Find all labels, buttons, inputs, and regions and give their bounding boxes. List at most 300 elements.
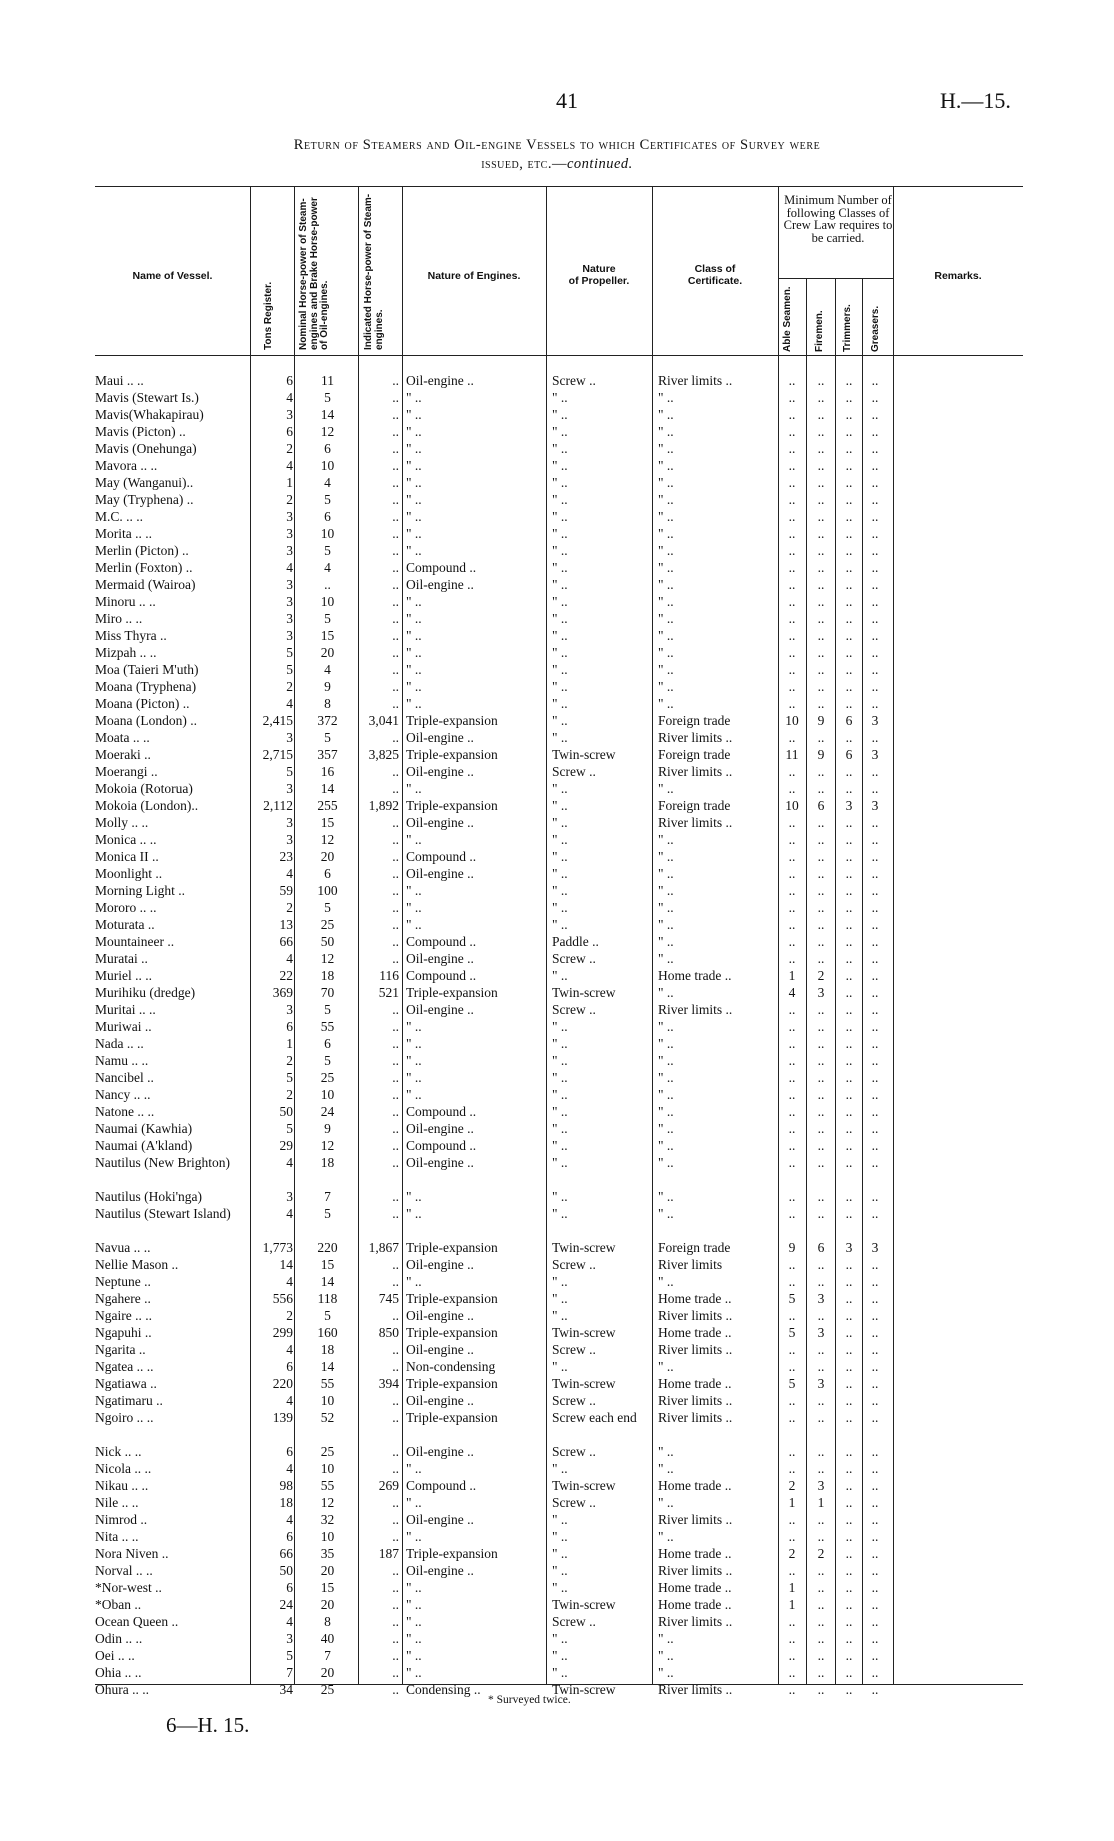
tons-register-cell: 4 [286,1155,293,1170]
able-seamen-cell: .. [788,1529,796,1544]
vessel-name-cell: Ngatea .. .. [95,1359,154,1374]
trimmers-cell: .. [845,594,853,609]
class-of-certificate-cell: " .. [658,866,674,881]
firemen-cell: .. [817,458,825,473]
nominal-horse-power-cell: 5 [324,1002,331,1017]
greasers-cell: .. [871,1274,879,1289]
firemen-cell: .. [817,1461,825,1476]
vessel-name-cell: Mavis (Stewart Is.) [95,390,199,405]
tons-register-cell: 220 [272,1376,293,1391]
firemen-cell: .. [817,883,825,898]
nominal-horse-power-cell: 5 [324,1053,331,1068]
nature-of-engines-cell: Oil-engine .. [406,577,474,592]
indicated-horse-power-cell: .. [392,1036,399,1051]
header-indicated-horse-power: Indicated Horse-power of Steam-engines. [363,193,385,350]
tons-register-cell: 3 [286,832,293,847]
trimmers-cell: .. [845,1597,853,1612]
nature-of-propeller-cell: " .. [552,1563,568,1578]
nature-of-propeller-cell: " .. [552,1512,568,1527]
nature-of-engines-cell: Oil-engine .. [406,1444,474,1459]
able-seamen-cell: .. [788,764,796,779]
nature-of-engines-cell: " .. [406,1461,422,1476]
greasers-cell: .. [871,985,879,1000]
subtitle-text: issued, etc.— [481,156,567,172]
trimmers-cell: .. [845,509,853,524]
nature-of-propeller-cell: Screw .. [552,1614,596,1629]
trimmers-cell: 3 [845,798,853,813]
indicated-horse-power-cell: .. [392,866,399,881]
class-of-certificate-cell: " .. [658,679,674,694]
nominal-horse-power-cell: 6 [324,866,331,881]
vessel-name-cell: Nautilus (Hoki'nga) [95,1189,203,1204]
indicated-horse-power-cell: .. [392,526,399,541]
nature-of-engines-cell: " .. [406,543,422,558]
nominal-horse-power-cell: 6 [324,509,331,524]
able-seamen-cell: .. [788,1257,796,1272]
nominal-horse-power-cell: 24 [320,1104,335,1119]
tons-register-cell: 66 [279,1546,293,1561]
nominal-horse-power-cell: 5 [324,492,331,507]
class-of-certificate-cell: Home trade .. [658,1580,732,1595]
nature-of-engines-cell: Compound .. [406,560,477,575]
indicated-horse-power-cell: .. [392,696,399,711]
firemen-cell: .. [817,951,825,966]
trimmers-cell: .. [845,1342,853,1357]
firemen-cell: .. [817,1189,825,1204]
able-seamen-cell: .. [788,883,796,898]
able-seamen-cell: .. [788,1206,796,1221]
nominal-horse-power-cell: 70 [320,985,335,1000]
nature-of-engines-cell: " .. [406,492,422,507]
nature-of-propeller-cell: Screw .. [552,1444,596,1459]
nature-of-engines-cell: Condensing .. [406,1682,481,1697]
indicated-horse-power-cell: .. [392,1308,399,1323]
able-seamen-cell: .. [788,577,796,592]
able-seamen-cell: .. [788,815,796,830]
vessel-name-cell: Nautilus (New Brighton) [95,1155,230,1170]
nature-of-propeller-cell: " .. [552,696,568,711]
able-seamen-cell: 10 [785,713,799,728]
nature-of-propeller-cell: Paddle .. [552,934,599,949]
greasers-cell: .. [871,458,879,473]
nature-of-propeller-cell: " .. [552,679,568,694]
trimmers-cell: 3 [845,1240,853,1255]
greasers-cell: .. [871,543,879,558]
nature-of-propeller-cell: " .. [552,849,568,864]
greasers-cell: .. [871,1597,879,1612]
greasers-cell: .. [871,1121,879,1136]
indicated-horse-power-cell: .. [392,781,399,796]
vessel-name-cell: Ngatiawa .. [95,1376,157,1391]
greasers-cell: .. [871,1053,879,1068]
tons-register-cell: 4 [286,1614,293,1629]
page-signature: 6—H. 15. [166,1713,250,1737]
trimmers-cell: .. [845,1631,853,1646]
class-of-certificate-cell: " .. [658,1648,674,1663]
indicated-horse-power-cell: .. [392,509,399,524]
able-seamen-cell: 1 [788,1597,796,1612]
class-of-certificate-cell: " .. [658,1529,674,1544]
greasers-cell: .. [871,1002,879,1017]
class-of-certificate-cell: " .. [658,951,674,966]
nominal-horse-power-cell: 14 [320,407,335,422]
indicated-horse-power-cell: .. [392,1393,399,1408]
vessel-name-cell: Muriel .. .. [95,968,152,983]
tons-register-cell: 369 [272,985,293,1000]
trimmers-cell: 6 [845,747,853,762]
indicated-horse-power-cell: .. [392,815,399,830]
nature-of-engines-cell: " .. [406,390,422,405]
nature-of-propeller-cell: " .. [552,407,568,422]
firemen-cell: .. [817,1597,825,1612]
able-seamen-cell: .. [788,611,796,626]
firemen-cell: .. [817,1393,825,1408]
vessel-name-cell: May (Wanganui).. [95,475,194,490]
able-seamen-cell: .. [788,1665,796,1680]
class-of-certificate-cell: River limits .. [658,730,733,745]
tons-register-cell: 4 [286,951,293,966]
greasers-cell: .. [871,509,879,524]
vessel-name-cell: Nautilus (Stewart Island) [95,1206,231,1221]
nature-of-engines-cell: Oil-engine .. [406,1512,474,1527]
vessel-name-cell: Mavis (Picton) .. [95,424,186,439]
firemen-cell: .. [817,1665,825,1680]
tons-register-cell: 3 [286,781,293,796]
firemen-cell: .. [817,492,825,507]
able-seamen-cell: .. [788,560,796,575]
nominal-horse-power-cell: 14 [320,1274,335,1289]
nature-of-propeller-cell: " .. [552,730,568,745]
vessel-name-cell: Nick .. .. [95,1444,142,1459]
firemen-cell: .. [817,424,825,439]
tons-register-cell: 3 [286,543,293,558]
nature-of-propeller-cell: Screw .. [552,1257,596,1272]
nominal-horse-power-cell: 4 [324,560,331,575]
nominal-horse-power-cell: 12 [320,1138,335,1153]
greasers-cell: .. [871,1529,879,1544]
indicated-horse-power-cell: 269 [378,1478,399,1493]
greasers-cell: .. [871,645,879,660]
vessel-name-cell: M.C. .. .. [95,509,144,524]
nature-of-engines-cell: " .. [406,645,422,660]
greasers-cell: .. [871,679,879,694]
table-subtitle [0,156,1114,173]
able-seamen-cell: .. [788,407,796,422]
header-trimmers: Trimmers. [842,304,853,352]
able-seamen-cell: .. [788,1274,796,1289]
class-of-certificate-cell: River limits .. [658,373,733,388]
tons-register-cell: 2 [286,900,293,915]
able-seamen-cell: .. [788,1461,796,1476]
trimmers-cell: .. [845,1376,853,1391]
class-of-certificate-cell: " .. [658,1444,674,1459]
greasers-cell: .. [871,1308,879,1323]
firemen-cell: .. [817,866,825,881]
nature-of-propeller-cell: " .. [552,1087,568,1102]
greasers-cell: 3 [871,713,879,728]
tons-register-cell: 3 [286,1002,293,1017]
vessel-name-cell: Minoru .. .. [95,594,156,609]
vessel-name-cell: Natone .. .. [95,1104,155,1119]
nature-of-engines-cell: " .. [406,1036,422,1051]
tons-register-cell: 4 [286,1206,293,1221]
tons-register-cell: 5 [286,662,293,677]
firemen-cell: 1 [817,1495,825,1510]
nature-of-engines-cell: " .. [406,1019,422,1034]
nominal-horse-power-cell: 5 [324,730,331,745]
trimmers-cell: .. [845,475,853,490]
able-seamen-cell: .. [788,849,796,864]
greasers-cell: .. [871,1359,879,1374]
indicated-horse-power-cell: .. [392,1138,399,1153]
nominal-horse-power-cell: 55 [320,1376,335,1391]
nominal-horse-power-cell: 12 [320,832,335,847]
tons-register-cell: 6 [286,1019,293,1034]
class-of-certificate-cell: River limits [658,1257,723,1272]
vessel-name-cell: Moerangi .. [95,764,158,779]
indicated-horse-power-cell: .. [392,1070,399,1085]
nominal-horse-power-cell: 20 [320,645,335,660]
able-seamen-cell: .. [788,1308,796,1323]
nature-of-engines-cell: Compound .. [406,934,477,949]
trimmers-cell: .. [845,1070,853,1085]
able-seamen-cell: 10 [785,798,799,813]
vessel-name-cell: *Oban .. [95,1597,142,1612]
able-seamen-cell: .. [788,730,796,745]
tons-register-cell: 2,112 [263,798,293,813]
greasers-cell: .. [871,968,879,983]
trimmers-cell: .. [845,424,853,439]
trimmers-cell: .. [845,1529,853,1544]
nominal-horse-power-cell: 5 [324,1206,331,1221]
trimmers-cell: .. [845,1461,853,1476]
class-of-certificate-cell: " .. [658,1274,674,1289]
nominal-horse-power-cell: 10 [320,1087,335,1102]
tons-register-cell: 2 [286,1087,293,1102]
firemen-cell: .. [817,390,825,405]
firemen-cell: .. [817,900,825,915]
trimmers-cell: .. [845,1155,853,1170]
able-seamen-cell: .. [788,543,796,558]
nature-of-engines-cell: " .. [406,1206,422,1221]
col-rule-firemen [806,278,807,1684]
greasers-cell: .. [871,662,879,677]
able-seamen-cell: .. [788,679,796,694]
firemen-cell: .. [817,679,825,694]
firemen-cell: .. [817,1342,825,1357]
nature-of-engines-cell: " .. [406,1495,422,1510]
nature-of-engines-cell: Compound .. [406,1104,477,1119]
greasers-cell: .. [871,424,879,439]
able-seamen-cell: .. [788,1019,796,1034]
indicated-horse-power-cell: 3,041 [368,713,399,728]
class-of-certificate-cell: River limits .. [658,1308,733,1323]
vessel-name-cell: Miss Thyra .. [95,628,167,643]
header-class-line1: Class of [694,263,736,275]
greasers-cell: 3 [871,1240,879,1255]
able-seamen-cell: 4 [788,985,796,1000]
indicated-horse-power-cell: 3,825 [368,747,399,762]
header-class-of-certificate [652,263,778,287]
tons-register-cell: 14 [279,1257,293,1272]
tons-register-cell: 3 [286,1631,293,1646]
tons-register-cell: 3 [286,730,293,745]
firemen-cell: .. [817,764,825,779]
able-seamen-cell: .. [788,1410,796,1425]
trimmers-cell: .. [845,849,853,864]
greasers-cell: .. [871,1461,879,1476]
nominal-horse-power-cell: 15 [320,1580,335,1595]
able-seamen-cell: .. [788,1138,796,1153]
nature-of-propeller-cell: " .. [552,1359,568,1374]
indicated-horse-power-cell: .. [392,764,399,779]
nature-of-engines-cell: " .. [406,526,422,541]
greasers-cell: .. [871,1325,879,1340]
nature-of-propeller-cell: " .. [552,594,568,609]
greasers-cell: .. [871,1138,879,1153]
firemen-cell: .. [817,526,825,541]
tons-register-cell: 3 [286,509,293,524]
col-rule-indicated [358,186,359,1684]
trimmers-cell: .. [845,1495,853,1510]
class-of-certificate-cell: River limits .. [658,815,733,830]
indicated-horse-power-cell: .. [392,1580,399,1595]
footnote-surveyed-twice: * Surveyed twice. [488,1694,571,1706]
firemen-cell: 9 [817,713,825,728]
nature-of-engines-cell: " .. [406,1648,422,1663]
firemen-cell: .. [817,1444,825,1459]
header-minimum-crew: Minimum Number of following Classes of Crew Law requires to be carried. [783,193,893,245]
able-seamen-cell: 5 [788,1291,796,1306]
tons-register-cell: 3 [286,577,293,592]
vessel-name-cell: Mokoia (London).. [95,798,199,813]
nominal-horse-power-cell: 25 [320,1682,335,1697]
nature-of-engines-cell: Oil-engine .. [406,1308,474,1323]
nature-of-propeller-cell: " .. [552,1580,568,1595]
vessel-name-cell: Mavora .. .. [95,458,158,473]
trimmers-cell: .. [845,1359,853,1374]
firemen-cell: .. [817,1104,825,1119]
tons-register-cell: 6 [286,1580,293,1595]
trimmers-cell: .. [845,815,853,830]
indicated-horse-power-cell: .. [392,424,399,439]
nature-of-propeller-cell: " .. [552,1121,568,1136]
tons-register-cell: 7 [286,1665,293,1680]
able-seamen-cell: .. [788,645,796,660]
indicated-horse-power-cell: 1,867 [368,1240,399,1255]
tons-register-cell: 24 [279,1597,293,1612]
nominal-horse-power-cell: 20 [320,849,335,864]
nature-of-propeller-cell: Screw each end [552,1410,637,1425]
trimmers-cell: .. [845,458,853,473]
nature-of-engines-cell: " .. [406,458,422,473]
nature-of-engines-cell: Triple-expansion [406,985,498,1000]
class-of-certificate-cell: " .. [658,424,674,439]
firemen-cell: 3 [817,1478,825,1493]
greasers-cell: .. [871,441,879,456]
nature-of-propeller-cell: " .. [552,390,568,405]
class-of-certificate-cell: Home trade .. [658,1291,732,1306]
greasers-cell: .. [871,1495,879,1510]
tons-register-cell: 4 [286,1461,293,1476]
nature-of-propeller-cell: " .. [552,1529,568,1544]
indicated-horse-power-cell: .. [392,458,399,473]
vessel-name-cell: Mavis (Onehunga) [95,441,197,456]
tons-register-cell: 3 [286,594,293,609]
tons-register-cell: 2 [286,492,293,507]
firemen-cell: .. [817,1648,825,1663]
class-of-certificate-cell: " .. [658,917,674,932]
nature-of-engines-cell: " .. [406,407,422,422]
nominal-horse-power-cell: 12 [320,951,335,966]
vessel-name-cell: Nita .. .. [95,1529,139,1544]
able-seamen-cell: .. [788,492,796,507]
class-of-certificate-cell: " .. [658,934,674,949]
nature-of-engines-cell: " .. [406,883,422,898]
tons-register-cell: 5 [286,1648,293,1663]
header-tons-register: Tons Register. [263,281,274,350]
trimmers-cell: .. [845,900,853,915]
vessel-name-cell: Ohia .. .. [95,1665,142,1680]
nominal-horse-power-cell: 10 [320,594,335,609]
class-of-certificate-cell: " .. [658,1121,674,1136]
header-nature-of-engines: Nature of Engines. [427,270,521,282]
trimmers-cell: .. [845,1648,853,1663]
nominal-horse-power-cell: 8 [324,1614,331,1629]
class-of-certificate-cell: " .. [658,985,674,1000]
class-of-certificate-cell: " .. [658,645,674,660]
vessel-name-cell: Ngatimaru .. [95,1393,163,1408]
greasers-cell: .. [871,492,879,507]
indicated-horse-power-cell: 1,892 [368,798,399,813]
greasers-cell: .. [871,730,879,745]
table-top-rule [95,186,1023,187]
vessel-name-cell: Mavis(Whakapirau) [95,407,204,422]
page-number: 41 [556,88,578,113]
firemen-cell: .. [817,1138,825,1153]
col-rule-nominal [294,186,295,1684]
greasers-cell: .. [871,1614,879,1629]
nature-of-engines-cell: Oil-engine .. [406,1155,474,1170]
indicated-horse-power-cell: .. [392,441,399,456]
vessel-name-cell: Nancy .. .. [95,1087,151,1102]
nature-of-propeller-cell: " .. [552,441,568,456]
nature-of-engines-cell: " .. [406,1597,422,1612]
class-of-certificate-cell: " .. [658,849,674,864]
greasers-cell: .. [871,577,879,592]
nature-of-engines-cell: Triple-expansion [406,1325,498,1340]
indicated-horse-power-cell: .. [392,1461,399,1476]
nature-of-engines-cell: " .. [406,611,422,626]
indicated-horse-power-cell: .. [392,1206,399,1221]
tons-register-cell: 22 [279,968,293,983]
col-rule-able [778,186,779,1684]
able-seamen-cell: 2 [788,1478,796,1493]
vessel-name-cell: Nellie Mason .. [95,1257,179,1272]
vessel-name-cell: Morita .. .. [95,526,152,541]
tons-register-cell: 4 [286,696,293,711]
nominal-horse-power-cell: 9 [324,679,331,694]
class-of-certificate-cell: River limits .. [658,1614,733,1629]
firemen-cell: 2 [817,1546,825,1561]
nominal-horse-power-cell: 118 [317,1291,338,1306]
subtitle-continued: continued. [566,156,633,172]
nominal-horse-power-cell: 5 [324,611,331,626]
trimmers-cell: .. [845,883,853,898]
able-seamen-cell: .. [788,1512,796,1527]
indicated-horse-power-cell: .. [392,1155,399,1170]
nature-of-propeller-cell: " .. [552,645,568,660]
